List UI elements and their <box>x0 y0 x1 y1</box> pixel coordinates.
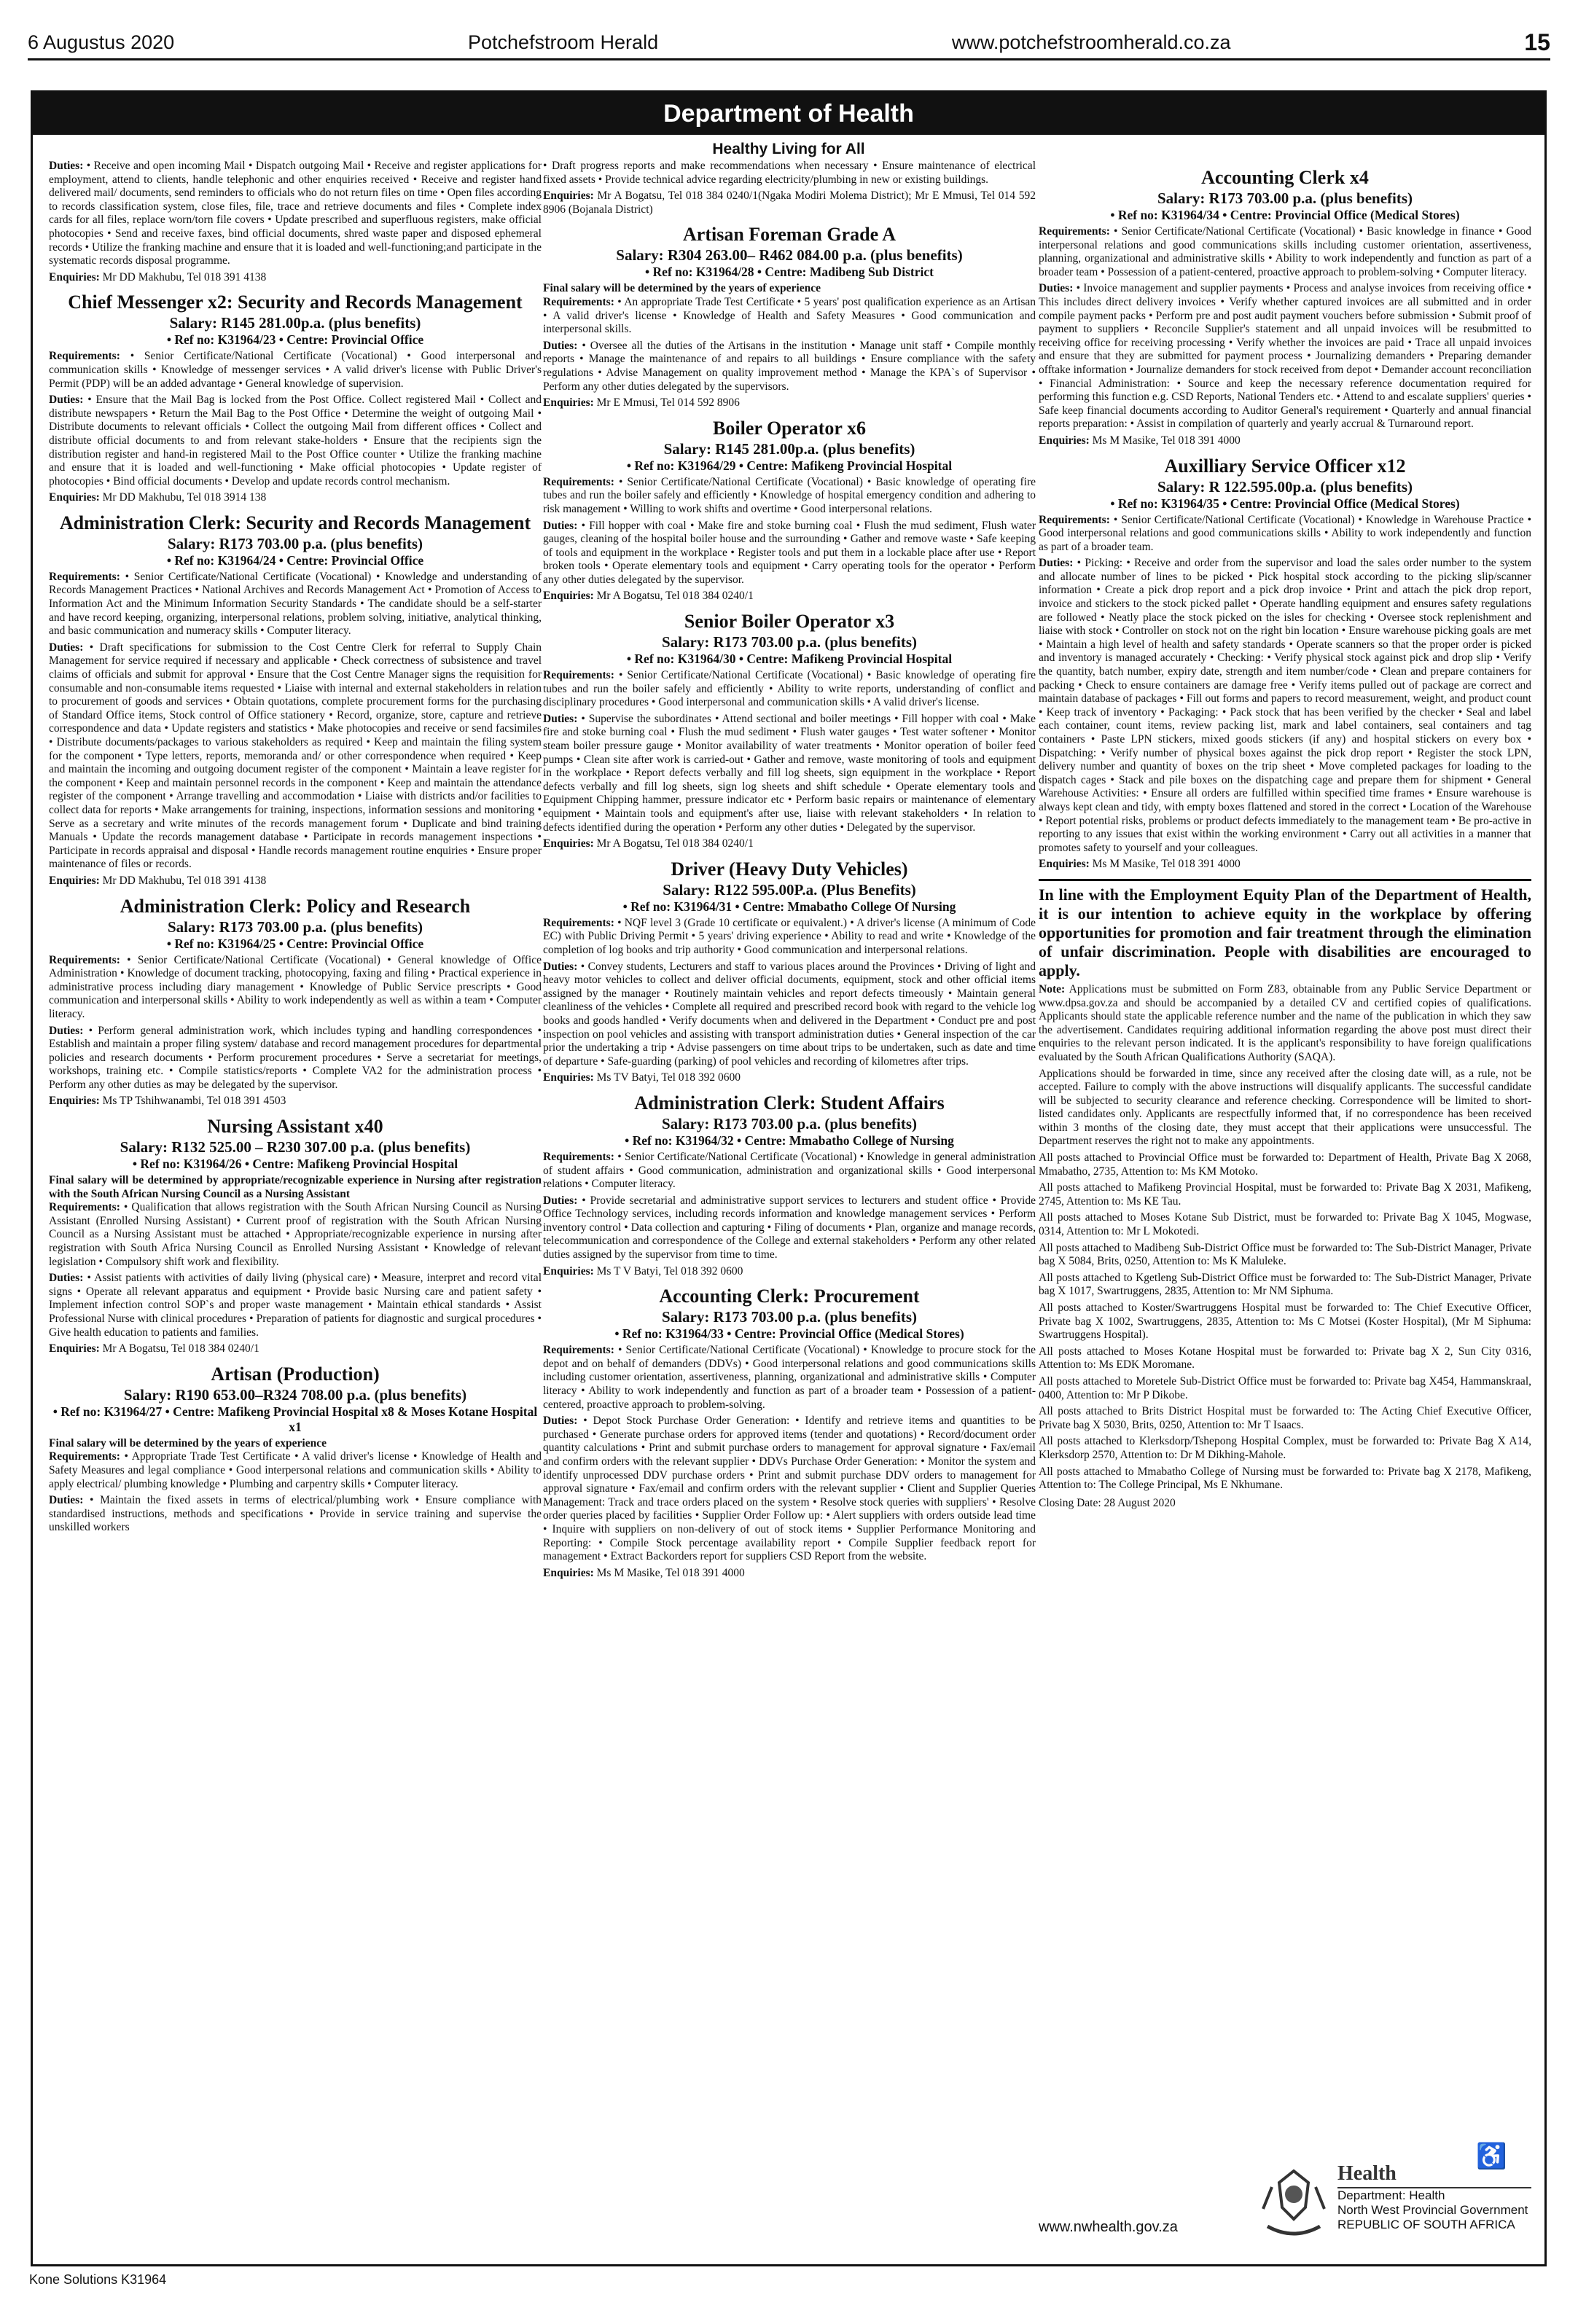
duties: Duties: • Provide secretarial and administrative support services to lecturers and student office • Provide Office Technology services, including records information and knowledge management services • Perform inventory control • Data collection and capturing • Filing of documents • Plan, organize and manage records, telecommunication and correspondence of the College and external stakeholders • Perform any other related duties assigned by the supervisor from time to time. <box>543 1194 1036 1261</box>
logo-line: Department: Health <box>1337 2188 1445 2202</box>
enquiries: Enquiries: Mr DD Makhubu, Tel 018 3914 138 <box>49 491 267 504</box>
duties: Duties: • Draft specifications for submission to the Cost Centre Clerk for referral to Supply Chain Management for service required if necessary and applicable • Check correctness of subsistence and travel claims of officials and submit for approval • Ensure that the Cost Centre Manager signs the requisition for consumable and non-consumable items requested • Liaise with internal and external stakeholders in relation to procurement of goods and services • Obtain quotations, complete procurement forms for the purchasing of Standard Office items, Stock control of Office stationery • Record, organize, store, capture and retrieve correspondence and data • Update registers and statistics • Make photocopies and receive or send facsimiles • Distribute documents/packages to various stakeholders as required • Keep and maintain the filing system for the component • Type letters, reports, memoranda and/ or other correspondence when required • Keep and maintain the incoming and outgoing document register of the component • Maintain a leave register for the component • Keep and maintain personnel records in the component • Keep and maintain the attendance register of the component • Arrange travelling and accommodation • Liaise with districts and/or facilities to collect data for reports • Make arrangements for training, inspections, information sessions and monitoring • Serve as a secretary and write minutes of the records management forum • Duplicate and bind training Manuals • Update the records management database • Participate in records management inspections • Participate in records appraisal and disposal • Handle records management routine enquiries • Ensure proper maintenance of files or records. <box>49 641 542 871</box>
enquiries: Enquiries: Ms T V Batyi, Tel 018 392 0600 <box>543 1264 743 1278</box>
duties: Duties: • Receive and open incoming Mail • Dispatch outgoing Mail • Receive and register applications for employment, attend to clients, handle telephonic and other enquiries received • Receive and register hand delivered mail/ documents, send reminders to officials who do not return files on time • Open files according to records classification system, close files, file, trace and retrieve documents and files • Complete index cards for all files, replace worn/torn file covers • Update prescribed and superfluous registers, make official photocopies • Send and receive faxes, bind official documents, shred waste paper and disposed ephemeral records • Utilize the franking machine and ensure that it is loaded and well-functioning;and participate in the systematic records disposal programme. <box>49 160 542 267</box>
logo-line: REPUBLIC OF SOUTH AFRICA <box>1337 2218 1515 2231</box>
forwarding-address: All posts attached to Moses Kotane Sub District, must be forwarded to: Private Bag X 1045, Mogwase, 0314, Attention to: Mr L Mokotedi. <box>1039 1211 1531 1238</box>
job-ref: • Ref no: K31964/24 • Centre: Provincial Office <box>166 552 424 568</box>
forwarding-address: All posts attached to Klerksdorp/Tshepong Hospital Complex, must be forwarded to: Private Bag X A14, Klerksdorp 2570, Attention to: Dr M Dikhing-Mahole. <box>1039 1435 1531 1461</box>
enquiries: Enquiries: Mr E Mmusi, Tel 014 592 8906 <box>543 396 740 410</box>
requirements: Requirements: • Senior Certificate/National Certificate (Vocational) • General knowledge of Office Administration • Knowledge of document tracking, photocopying, faxing and filing • Practical experience in administrative process including diary management • Knowledge of Public Service prescripts • Good communication and interpersonal skills • Ability to work independently as well as within a team • Computer literacy. <box>49 953 542 1020</box>
requirements: Requirements: • Senior Certificate/National Certificate (Vocational) • Good interpersonal and communication skills • Knowledge of messenger services • A valid driver's license with Public Driver's Permit (PDP) will be an added advantage • General knowledge of supervision. <box>49 350 542 390</box>
duties: Duties: • Ensure that the Mail Bag is locked from the Post Office. Collect registered Mail • Collect and distribute newspapers • Return the Mail Bag to the Post Office • Determine the weight of outgoing Mail • Distribute documents to relevant officials • Collect the outgoing Mail from different offices • Collect and distribute official documents to and from relevant stake-holders • Ensure that the recipients sign the distribution register and hand-in registered Mail to the Post Office counter • Utilize the franking machine and ensure that it is loaded and well-functioning • Make official photocopies • Update register of photocopies • Bind official documents • Develop and update records control mechanism. <box>49 394 542 488</box>
job-ref: • Ref no: K31964/35 • Centre: Provincial Office (Medical Stores) <box>1110 496 1460 511</box>
duties: Duties: • Oversee all the duties of the Artisans in the institution • Manage unit staff • Compile monthly reports • Manage the maintenance of and repairs to all buildings • Ensure compliance with the safety regulations • Advise Management on quality improvement method • Manage the KPA`s of Supervisor • Perform any other duties delegated by the supervisors. <box>543 339 1036 393</box>
duties: Duties: • Depot Stock Purchase Order Generation: • Identify and retrieve items and quantities to be purchased • Generate purchase orders for approved items (tender and quotations) • Record/document order quantity calculations • Print and submit purchase orders to management for approval signature • Fax/email and confirm orders with the relevant supplier • DDVs Purchase Order Generation: • Monitor the system and identify unprocessed DDV purchase orders • Print and submit purchase DDV orders to management for approval signature • Fax/email and confirm orders with the relevant supplier • Client and Supplier Queries Management: Track and trace orders placed on the system • Resolve stock queries with suppliers' • Resolve order queries placed by facilities • Supplier Order Follow up: • Alert suppliers with orders outside lead time • Inquire with suppliers on non-delivery of out of stock items • Supplier Performance Monitoring and Reporting: • Compile Stock percentage availability report • Compile Supplier feedback report for management • Extract Backorders report for suppliers CSD Report from the website. <box>543 1415 1036 1563</box>
requirements: Requirements: • Senior Certificate/National Certificate (Vocational) • Knowledge to procure stock for the depot and on behalf of demanders (DDVs) • Good interpersonal relations and good communications skills including customer orientation, assertiveness, planning, organizational and administrative skills • Computer literacy • Ability to work independently and function as part of a broader team • Possession of a patient-centered, proactive approach to problem-solving. <box>543 1344 1036 1411</box>
job-title: Boiler Operator x6 <box>713 417 866 439</box>
paper-name: Potchefstroom Herald <box>467 31 659 53</box>
job-ref: • Ref no: K31964/25 • Centre: Provincial Office <box>166 936 424 951</box>
logo-line: North West Provincial Government <box>1337 2203 1528 2217</box>
requirements: Requirements: • Senior Certificate/National Certificate (Vocational) • Knowledge in Warehouse Practice • Good interpersonal relations and good communications skills • Ability to work independently and function as part of a broader team. <box>1039 513 1531 553</box>
job-title: Nursing Assistant x40 <box>207 1116 383 1138</box>
enquiries: Enquiries: Mr A Bogatsu, Tel 018 384 0240/1 <box>543 837 754 850</box>
duties: Duties: • Invoice management and supplier payments • Process and analyse invoices from receiving office • This includes direct delivery invoices • Verify whether captured invoices are all submitted and in order compile payment packs • Perform pre and post audit payment vouchers before submission • Submit proof of payment to suppliers • Reconcile Supplier's statement and all unpaid invoices will be resubmitted to receiving office for receiving processing • Verify whether the invoices are paid • Trace all unpaid invoices and ensure that they are submitted for payment process • Journalizing demanders • Preparing demander offtake information • Journalize demanders for stock received from depot • Demander account reconciliation • Financial Administration: • Source and keep the necessary reference documentation required for performing this function e.g. CSD Reports, National Tenders etc. • Attend to and escalate suppliers' queries • Safe keep financial documents according to Auditor General's requirement • Quarterly and annual financial reports preparation: • Assist in compilation of quarterly and yearly accrual & Turnaround report. <box>1039 282 1531 431</box>
issue-date: 6 Augustus 2020 <box>28 31 175 53</box>
enquiries: Enquiries: Mr A Bogatsu, Tel 018 384 0240/1 <box>543 590 754 603</box>
job-title: Artisan (Production) <box>211 1363 380 1385</box>
column-3 <box>1039 160 1531 2162</box>
enquiries: Enquiries: Ms TP Tshihwanambi, Tel 018 391 4503 <box>49 1095 286 1108</box>
job-ref: • Ref no: K31964/34 • Centre: Provincial Office (Medical Stores) <box>1110 208 1460 222</box>
forwarding-address: All posts attached to Kgetleng Sub-District Office must be forwarded to: The Sub-District Manager, Private bag X 1017, Swartruggens, 2835, Attention to: Mr NM Siphuma. <box>1039 1271 1531 1298</box>
enquiries: Enquiries: Mr DD Makhubu, Tel 018 391 4138 <box>49 270 267 283</box>
salary-note: Final salary will be determined by the years of experience <box>543 282 821 295</box>
forwarding-address: All posts attached to Koster/Swartruggens Hospital must be forwarded to: The Chief Executive Officer, Private bag X 1002, Swartruggens, 2835, Attention to: Ms C Motsei (Koster Hospital), (Mr M Siphuma: Swartruggens Hospital). <box>1039 1302 1531 1342</box>
wheelchair-icon: ♿ <box>1476 2143 1507 2170</box>
requirements: Requirements: • Senior Certificate/National Certificate (Vocational) • Basic knowledge of operating fire tubes and run the boiler safely and efficiently • Knowledge of hospital emergency condition and adhering to risk management • Willing to work shifts and overtime • Good interpersonal relations. <box>543 475 1036 515</box>
job-salary: Salary: R145 281.00p.a. (plus benefits) <box>169 314 421 332</box>
equity-statement: In line with the Employment Equity Plan of the Department of Health, it is our intention to achieve equity in the workplace by offering opportunities for promotion and fair treatment through the elimination of unfair discrimination. People with disabilities are encouraged to apply. <box>1039 879 1531 980</box>
job-title: Auxilliary Service Officer x12 <box>1164 455 1406 477</box>
job-title: Artisan Foreman Grade A <box>683 224 896 246</box>
agency-credit: Kone Solutions K31964 <box>29 2272 167 2287</box>
forwarding-address: All posts attached to Moretele Sub-District Office must be forwarded to: Private bag X454, Hammanskraal, 0400, Attention to: Mr P Dikobe. <box>1039 1374 1531 1401</box>
job-salary: Salary: R190 653.00–R324 708.00 p.a. (plus benefits) <box>123 1385 467 1404</box>
advert-frame <box>31 90 1547 2266</box>
forwarding-address: All posts attached to Madibeng Sub-District Office must be forwarded to: The Sub-District Manager, Private bag X 5084, Brits, 0250, Attention to: Ms K Maluleke. <box>1039 1241 1531 1268</box>
job-ref: • Ref no: K31964/31 • Centre: Mmabatho College Of Nursing <box>622 899 956 914</box>
job-salary: Salary: R 122.595.00p.a. (plus benefits) <box>1157 477 1413 496</box>
job-title: Administration Clerk: Student Affairs <box>634 1092 945 1114</box>
enquiries: Enquiries: Ms TV Batyi, Tel 018 392 0600 <box>543 1071 741 1084</box>
enquiries: Enquiries: Mr A Bogatsu, Tel 018 384 0240/1(Ngaka Modiri Molema District); Mr E Mmusi, Tel 014 592 8906 (Bojanala District) <box>543 189 1036 216</box>
job-title: Chief Messenger x2: Security and Records Management <box>68 292 523 313</box>
advert-footer <box>1039 2143 1531 2250</box>
forwarding-addresses <box>1039 1151 1531 1492</box>
enquiries: Enquiries: Ms M Masike, Tel 018 391 4000 <box>1039 434 1241 447</box>
job-salary: Salary: R122 595.00P.a. (Plus Benefits) <box>663 880 916 899</box>
job-salary: Salary: R173 703.00 p.a. (plus benefits) <box>167 918 423 936</box>
health-logo <box>1337 2162 1531 2250</box>
requirements: Requirements: • NQF level 3 (Grade 10 certificate or equivalent.) • A driver's license (A minimum of Code EC) with Public Driving Permit • 5 years' driving experience • Ability to read and write • Knowledge of the completion of log books and trip authority • Good communication and interpersonal relations. <box>543 916 1036 956</box>
enquiries: Enquiries: Mr DD Makhubu, Tel 018 391 4138 <box>49 874 267 887</box>
logo-word: Health <box>1337 2162 1531 2188</box>
slogan: Healthy Living for All <box>712 141 865 157</box>
requirements: Requirements: • Senior Certificate/National Certificate (Vocational) • Knowledge in general administration of student affairs • Good communication, administration and organizational skills • Good interpersonal relations • Computer literacy. <box>543 1150 1036 1191</box>
job-title: Senior Boiler Operator x3 <box>684 611 895 633</box>
job-salary: Salary: R304 263.00– R462 084.00 p.a. (plus benefits) <box>616 246 963 265</box>
job-ref: • Ref no: K31964/28 • Centre: Madibeng Sub District <box>645 265 934 280</box>
job-ref: • Ref no: K31964/29 • Centre: Mafikeng Provincial Hospital <box>626 458 953 473</box>
duties: Duties: • Convey students, Lecturers and staff to various places around the Provinces • Driving of light and heavy motor vehicles to collect and deliver official documents, equipment, stock and other official items assigned by the manager • Routinely maintain vehicles and report defects timeously • Maintain general cleanliness of the vehicles • Complete all required and prescribed record book with regard to the vehicle log books and goods handled • Verify documents when and delivered in the Department • Conduct pre and post inspection on pool vehicles and assisting with transport administration duties • General inspection of the car prior the undertaking a trip • Advise passengers on time about trips to be undertaken, such as date and time of departure • Safe-guarding (parking) of pool vehicles and recording of kilometres after trips. <box>543 960 1036 1068</box>
job-title: Driver (Heavy Duty Vehicles) <box>671 858 908 880</box>
closing-date: Closing Date: 28 August 2020 <box>1039 1496 1176 1509</box>
job-title: Administration Clerk: Policy and Research <box>120 895 471 917</box>
enquiries: Enquiries: Mr A Bogatsu, Tel 018 384 0240/1 <box>49 1342 259 1355</box>
requirements: Requirements: • Senior Certificate/National Certificate (Vocational) • Basic knowledge in finance • Good interpersonal relations and good communications skills including customer orientation, assertiveness, planning, organizational and administrative skills • Ability to work independently and function as part of a broader team • Possession of a patient-centered, proactive approach to problem-solving • Computer literacy. <box>1039 225 1531 278</box>
salary-note: Final salary will be determined by the years of experience <box>49 1436 327 1449</box>
job-ref: • Ref no: K31964/23 • Centre: Provincial Office <box>166 332 424 348</box>
enquiries: Enquiries: Ms M Masike, Tel 018 391 4000 <box>543 1566 745 1579</box>
job-ref: • Ref no: K31964/33 • Centre: Provincial Office (Medical Stores) <box>614 1326 964 1342</box>
requirements: Requirements: • Senior Certificate/National Certificate (Vocational) • Basic knowledge of operating fire tubes and run the boiler safely and efficiently • Ability to write reports, understanding of conflict and disciplinary procedures • Good interpersonal and communication skills • A valid driver's license. <box>543 669 1036 709</box>
requirements: Requirements: • An appropriate Trade Test Certificate • 5 years' post qualification experience as an Artisan • A valid driver's license • Knowledge of Health and Safety Measures • Good communication and interpersonal skills. <box>543 295 1036 336</box>
requirements: Requirements: • Qualification that allows registration with the South African Nursing Council as Nursing Assistant (Enrolled Nursing Assistant) • Current proof of registration with the South African Nursing Council as a Nursing Assistant must be attached • Appropriate/recognizable experience in nursing after registration with South Africa Nursing Council as Enrolled Nursing Assistant • Knowledge of relevant legislation • Compulsory shift work and flexibility. <box>49 1201 542 1268</box>
duties: Duties: • Picking: • Receive and order from the supervisor and load the sales order number to the system and allocate number of lines to be picked • Pick hospital stock according to the picking slip/scanner information • Create a pick drop report and a pick drop invoice • Print and attach the pick drop report, invoice and stickers to the stock picked pallet • Operate handling equipment and ensures safety regulations are followed • Neatly place the stock picked on the isles for checking • Oversee stock replenishment and liaise with stock • Controller on stock not on the right bin location • Ensure warehouse picking goals are met • Maintain a high level of health and safety standards • Operate scanners so that the proper order is picked and inventory is managed accurately • Checking: • Verify physical stock against pick and drop slip • Verify the quantity, batch number, expiry date, strength and item number/code • Clean and prepare containers for packing • Check to ensure containers are damage free • Verify items pulled out of package are correct and maintain database of packages • Fill out forms and papers to record measurement, weight, and product count • Keep track of inventory • Packaging: • Pack stock that has been verified by the checker • Seal and label each container, count items, review packing list, mark and label containers, seal containers and tag containers • Paste LPN stickers, mixed goods stickers (if any) and hospital stickers on every box • Dispatching: • Verify number of physical boxes against the pick drop report • Register the stock LPN, delivery number and quantity of boxes on the trip sheet • Move completed packages for loading to the dispatch cages • Stack and pile boxes on the dispatching cage and prepare them for shipment • General Warehouse Activities: • Ensure all orders are fulfilled within specified time frames • Ensure warehouse is always kept clean and tidy, with empty boxes flattened and stored in the correct • Location of the Warehouse • Report potential risks, problems or product defects immediately to the management team • Be pro-active in reporting to any issues that exist within the working environment • Carry out all activities in a manner that promotes safety to yourself and your colleagues. <box>1039 557 1531 854</box>
forwarding-address: All posts attached to Mafikeng Provincial Hospital, must be forwarded to: Private Bag X 2031, Mafikeng, 2745, Attention to: Ms KE Tau. <box>1039 1181 1531 1208</box>
duties-continued: • Draft progress reports and make recommendations when necessary • Ensure maintenance of electrical fixed assets • Provide technical advice regarding electricity/plumbing in new or existing buildings. <box>543 160 1036 186</box>
job-salary: Salary: R173 703.00 p.a. (plus benefits) <box>167 534 423 552</box>
job-salary: Salary: R173 703.00 p.a. (plus benefits) <box>1157 189 1413 207</box>
salary-note: Final salary will be determined by appropriate/recognizable experience in Nursing after registration with the South African Nursing Council as a Nursing Assistant <box>49 1174 542 1200</box>
forwarding-address: All posts attached to Provincial Office must be forwarded to: Department of Health, Private Bag X 2068, Mmabatho, 2735, Attention to: Ms KM Motoko. <box>1039 1151 1531 1178</box>
job-salary: Salary: R173 703.00 p.a. (plus benefits) <box>661 1308 918 1326</box>
column-2 <box>543 160 1036 2258</box>
duties: Duties: • Perform general administration work, which includes typing and handling correspondences • Establish and maintain a proper filing system/ database and record management procedures for departmental policies and research documents • Perform procurement procedures • Serve a secretariat for meetings, workshops, training etc. • Compile statistics/reports • Complete VA2 for the administration process • Perform any other duties as may be delegated by the supervisor. <box>49 1024 542 1091</box>
forwarding-address: All posts attached to Mmabatho College of Nursing must be forwarded to: Private bag X 2178, Mafikeng, Attention to: The College Principal, Ms E Nkhumane. <box>1039 1465 1531 1492</box>
duties: Duties: • Maintain the fixed assets in terms of electrical/plumbing work • Ensure compliance with standardised instructions, methods and specifications • Provide in service training and supervise the unskilled workers <box>49 1494 542 1534</box>
department-banner: Department of Health <box>33 93 1544 135</box>
forwarding-address: All posts attached to Moses Kotane Hospital must be forwarded to: Private bag X 2, Sun City 0316, Attention to: Ms EDK Moromane. <box>1039 1345 1531 1372</box>
enquiries: Enquiries: Ms M Masike, Tel 018 391 4000 <box>1039 858 1241 871</box>
job-title: Accounting Clerk: Procurement <box>659 1286 920 1307</box>
application-note: Note: Applications must be submitted on Form Z83, obtainable from any Public Service Department or www.dpsa.gov.za and should be accompanied by a detailed CV and certified copies of qualifications. Applicants should state the applicable reference number and the name of the publication in which they saw the advertisement. Candidates requiring additional information regarding the above post must direct their enquiries to the relevant person indicated. It is the applicant's responsibility to have foreign qualifications evaluated by the South African Qualifications Authority (SAQA). <box>1039 982 1531 1063</box>
masthead <box>28 26 1550 60</box>
job-title: Accounting Clerk x4 <box>1201 167 1369 188</box>
job-title: Administration Clerk: Security and Records Management <box>59 512 531 533</box>
duties: Duties: • Fill hopper with coal • Make fire and stoke burning coal • Flush the mud sediment, Flush water gauges, cleaning of the hospital boiler house and the surrounding • Gather and remove waste • Safe keeping of tools and equipment in the workplace • Register tools and put them in a lockable place after use • Report broken tools • Operate elementary tools and equipment • Carry operating tools for the operator • Perform any other duties delegated by the supervisor. <box>543 519 1036 586</box>
duties: Duties: • Supervise the subordinates • Attend sectional and boiler meetings • Fill hopper with coal • Make fire and stoke burning coal • Flush the mud sediment • Flush water gauges • Test water softener • Monitor steam boiler pressure gauge • Monitor availability of water treatments • Monitor operation of boiler feed pumps • Clean site after work is carried-out • Gather and remove, waste monitoring of tools and equipment in the workplace • Report defects verbally and fill log sheets, sign equipment in the workplace • Report defects verbally and fill log sheets, sign log sheets and shift schedule • Operate elementary tools and Equipment Chipping hammer, pressure indicator etc • Perform basic repairs or maintenance of elementary equipment • Maintain tools and equipment's after use, liaise with relevant stakeholders • In relation to defects identified during the operation • Perform any other duties • Delegated by the supervisor. <box>543 712 1036 834</box>
job-ref: • Ref no: K31964/26 • Centre: Mafikeng Provincial Hospital <box>132 1157 458 1172</box>
column-1 <box>49 160 542 2258</box>
coat-of-arms-icon <box>1257 2165 1330 2245</box>
requirements: Requirements: • Senior Certificate/National Certificate (Vocational) • Knowledge and understanding of Records Management Practices • National Archives and Records Management Act • Promotion of Access to Information Act and the Minimum Information Security Standards • The candidate should be a self-starter and have record keeping, organizing, interpersonal relations, problem solving, initiative, analytical thinking, and basic communication and numeracy skills • Computer literacy. <box>49 570 542 638</box>
job-salary: Salary: R173 703.00 p.a. (plus benefits) <box>661 633 918 652</box>
job-salary: Salary: R132 525.00 – R230 307.00 p.a. (plus benefits) <box>120 1138 471 1157</box>
paper-url[interactable]: www.potchefstroomherald.co.za <box>951 31 1231 53</box>
job-ref: • Ref no: K31964/30 • Centre: Mafikeng Provincial Hospital <box>626 652 953 667</box>
requirements: Requirements: • Appropriate Trade Test Certificate • A valid driver's license • Knowledge of Health and Safety Measures and legal compliance • Good interpersonal relations and communication skills • Ability to apply electrical/ plumbing knowledge • Plumbing and carpentry skills • Computer literacy. <box>49 1450 542 1490</box>
job-salary: Salary: R145 281.00p.a. (plus benefits) <box>663 439 915 458</box>
job-salary: Salary: R173 703.00 p.a. (plus benefits) <box>661 1114 918 1132</box>
duties: Duties: • Assist patients with activities of daily living (physical care) • Measure, interpret and record vital signs • Operate all relevant apparatus and equipment • Provide basic Nursing care and patient safety • Implement infection control SOP`s and proper waste management • Maintain ethical standards • Assist Professional Nurse with clinical procedures • Preparation of patients for diagnostic and surgical procedures • Give health education to patients and families. <box>49 1272 542 1339</box>
job-ref: • Ref no: K31964/27 • Centre: Mafikeng Provincial Hospital x8 & Moses Kotane Hospital x1 <box>52 1404 538 1434</box>
page-number: 15 <box>1524 28 1550 55</box>
application-rules: Applications should be forwarded in time, since any received after the closing date will, as a rule, not be accepted. Failure to comply with the above instructions will disqualify applicants. The successful candidate will be subjected to security clearance and reference checking. Correspondence will be limited to short-listed candidates only. Applicants are respectfully informed that, if no correspondence has been received within 3 months of the closing date, they must accept that their applications were unsuccessful. The Department reserves the right not to make any appointments. <box>1039 1067 1531 1148</box>
job-ref: • Ref no: K31964/32 • Centre: Mmabatho College of Nursing <box>625 1132 954 1148</box>
health-website[interactable]: www.nwhealth.gov.za <box>1039 2219 1178 2235</box>
forwarding-address: All posts attached to Brits District Hospital must be forwarded to: The Acting Chief Executive Officer, Private bag X 5030, Brits, 0250, Attention to: Mr T Isaacs. <box>1039 1405 1531 1431</box>
